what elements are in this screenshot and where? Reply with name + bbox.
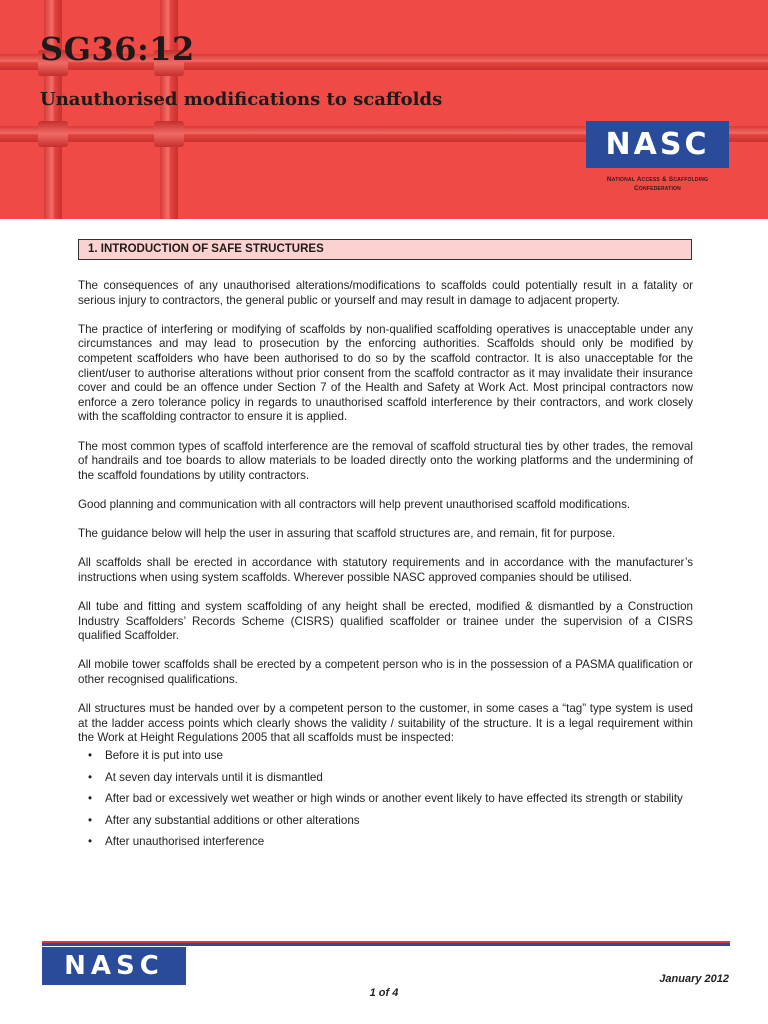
nasc-logo-text: NASC (605, 127, 710, 162)
paragraph: The consequences of any unauthorised alterations/modifications to scaffolds could potentially result in a fatality or serious injury to contractors, the general public or yourself and may result in damage to adjacent property. (78, 279, 693, 307)
nasc-logo (586, 121, 729, 168)
list-item-text: At seven day intervals until it is dismantled (105, 770, 323, 784)
bullet-icon: • (88, 792, 93, 806)
bullet-icon: • (88, 749, 93, 762)
nasc-logo-subtitle (580, 175, 735, 193)
paragraph: All tube and fitting and system scaffolding of any height shall be erected, modified & dismantled by a Construction Industry Scaffolders’ Records Scheme (CISRS) qualified scaffolder or trainee under the supervision of a CISRS qualified Scaffolder. (78, 600, 693, 643)
list-item (78, 771, 693, 786)
footer-nasc-logo (42, 947, 186, 985)
footer-divider (42, 941, 730, 946)
list-item (78, 814, 693, 829)
bullet-icon: • (88, 813, 93, 827)
document-body (78, 279, 693, 857)
list-item (78, 792, 693, 807)
document-code: SG36:12 (40, 30, 195, 68)
logo-subtitle-line-1: National Access & Scaffolding (606, 176, 709, 183)
list-item-text: After unauthorised interference (105, 835, 265, 849)
bullet-icon: • (88, 835, 93, 849)
list-item-text: Before it is put into use (105, 749, 223, 762)
paragraph: The guidance below will help the user in assuring that scaffold structures are, and remain, fit for purpose. (78, 527, 616, 541)
list-item (78, 749, 693, 764)
footer-logo-text: NASC (64, 951, 164, 981)
inspection-list (78, 749, 693, 850)
section-heading: 1. INTRODUCTION OF SAFE STRUCTURES (88, 243, 324, 255)
paragraph: All mobile tower scaffolds shall be erected by a competent person who is in the possession of a PASMA qualification or other recognised qualifications. (78, 658, 693, 687)
footer-date: January 2012 (659, 973, 729, 985)
paragraph: The practice of interfering or modifying of scaffolds by non-qualified scaffolding operatives is unacceptable under any circumstances and may lead to prosecution by the enforcing authorities. Scaffolds should only be modified by competent scaffolders who have been authorised to do so by the scaffold contractor. It is also unacceptable for the client/user to authorise alterations without prior consent from the scaffold contractor as it may invalidate their insurance cover and could be an offence under Section 7 of the Health and Safety at Work Act. Most principal contractors now enforce a zero tolerance policy in regards to unauthorised scaffold interference by their contractors, and work closely with the scaffolding contractor to ensure it is applied. (78, 322, 693, 424)
paragraph: All structures must be handed over by a competent person to the customer, in some cases a “tag” type system is used at the ladder access points which clearly shows the validity / suitability of the structure. It is a legal requirement within the Work at Height Regulations 2005 that all scaffolds must be inspected: (78, 702, 693, 745)
bullet-icon: • (88, 770, 93, 784)
paragraph: All scaffolds shall be erected in accordance with statutory requirements and in accordance with the manufacturer’s instructions when using system scaffolds. Wherever possible NASC approved companies should be utilised. (78, 556, 693, 584)
logo-subtitle-line-2: Confederation (634, 185, 681, 192)
list-item (78, 835, 693, 850)
list-item-text: After any substantial additions or other alterations (105, 813, 360, 827)
scaffold-coupler (154, 121, 184, 147)
scaffold-coupler (38, 121, 68, 147)
paragraph: The most common types of scaffold interference are the removal of scaffold structural ties by other trades, the removal of handrails and toe boards to allow materials to be loaded directly onto the working platforms and the undermining of the scaffold foundations by utility contractors. (78, 439, 693, 482)
page-number: 1 of 4 (369, 987, 399, 999)
list-item-text: After bad or excessively wet weather or high winds or another event likely to have effected its strength or stability (105, 792, 683, 806)
section-heading-box (78, 239, 692, 260)
document-title: Unauthorised modifications to scaffolds (40, 89, 443, 110)
paragraph: Good planning and communication with all contractors will help prevent unauthorised scaffold modifications. (78, 497, 631, 511)
header-banner (0, 0, 768, 219)
